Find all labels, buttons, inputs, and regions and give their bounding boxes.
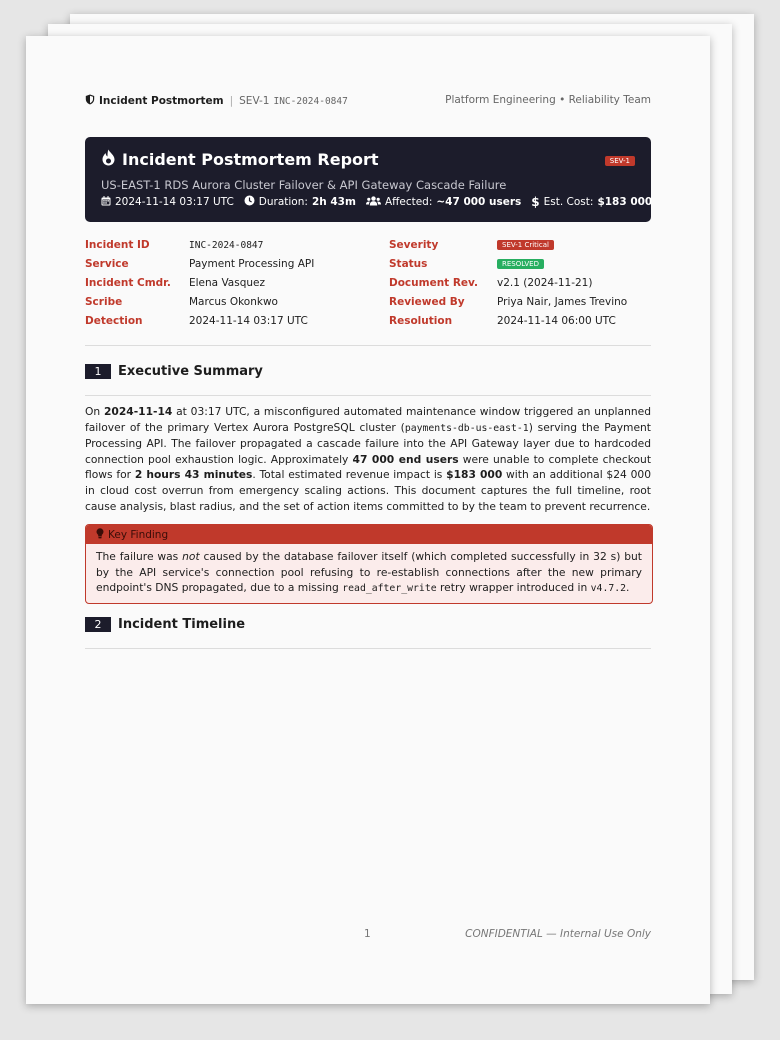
info-row [85,239,651,258]
scribe-value: Marcus Okonkwo [189,296,278,308]
info-row [85,296,651,315]
shield-icon [85,94,95,108]
dollar-icon: $ [531,195,540,209]
banner-meta [101,195,653,209]
detection-label: Detection [85,315,143,327]
document-page [26,36,710,1004]
revision-label: Document Rev. [389,277,479,289]
key-finding-text: The failure was not caused by the database failover itself (which completed successfully in 32 s) but by the API service's connection pool refusing to re-establish connections after the new primary endpoint's DNS propagated, due to a missing read_after_write retry wrapper introduced in v4.7.2. [96,550,642,595]
reviewed-label: Reviewed By [389,296,465,308]
info-row [85,315,651,334]
incident-id-value: INC-2024-0847 [189,240,264,251]
service-value: Payment Processing API [189,258,315,270]
header-separator: | [229,95,234,107]
duration-value: 2h 43m [311,196,356,208]
severity-tag: SEV-1 [605,156,635,166]
severity-badge: SEV-1 Critical [497,240,554,250]
severity-label: Severity [389,239,439,251]
section-heading-incident-timeline [85,617,245,632]
scribe-label: Scribe [85,296,123,308]
header-incident-code: INC-2024-0847 [273,95,348,107]
info-row [85,277,651,296]
key-finding-callout [85,524,653,604]
divider [85,395,651,396]
title-banner [85,137,651,222]
divider [85,648,651,649]
calendar-icon [101,196,111,209]
resolution-label: Resolution [389,315,453,327]
commander-value: Elena Vasquez [189,277,266,289]
section-number: 2 [85,617,111,632]
confidentiality-notice: CONFIDENTIAL — Internal Use Only [465,928,651,940]
detection-value: 2024-11-14 03:17 UTC [189,315,308,327]
status-label: Status [389,258,428,270]
affected-value: ~47 000 users [436,196,522,208]
incident-info-table [85,239,651,334]
duration-label: Duration: [258,196,308,208]
divider [85,345,651,346]
resolution-value: 2024-11-14 06:00 UTC [497,315,616,327]
reviewed-value: Priya Nair, James Trevino [497,296,628,308]
header-severity: SEV-1 [239,95,270,107]
incident-timestamp: 2024-11-14 03:17 UTC [115,196,234,208]
info-row [85,258,651,277]
flame-icon [101,149,116,170]
cost-value: $183 000 [597,196,653,208]
page-number: 1 [364,928,371,940]
users-icon [366,196,381,209]
document-name: Incident Postmortem [99,95,224,107]
key-finding-title: Key Finding [108,528,169,541]
incident-id-label: Incident ID [85,239,150,251]
affected-label: Affected: [384,196,433,208]
status-badge: RESOLVED [497,259,544,269]
header-organization: Platform Engineering • Reliability Team [445,94,651,106]
report-title: Incident Postmortem Report [122,150,379,169]
key-finding-header [86,525,652,544]
section-title: Executive Summary [118,364,263,379]
section-number: 1 [85,364,111,379]
report-subtitle: US-EAST-1 RDS Aurora Cluster Failover & API Gateway Cascade Failure [101,178,507,192]
service-label: Service [85,258,129,270]
lightbulb-icon [96,528,104,542]
cost-label: Est. Cost: [543,196,594,208]
clock-icon [244,195,255,209]
commander-label: Incident Cmdr. [85,277,171,289]
revision-value: v2.1 (2024-11-21) [497,277,593,289]
executive-summary-paragraph: On 2024-11-14 at 03:17 UTC, a misconfigured automated maintenance window triggered an unplanned failover of the primary Vertex Aurora PostgreSQL cluster (payments-db-us-east-1) serving the Payment Processing API. The failover propagated a cascade failure into the API Gateway layer due to hardcoded connection pool exhaustion logic. Approximately 47 000 end users were unable to complete checkout flows for 2 hours 43 minutes. Total estimated revenue impact is $183 000 with an additional $24 000 in cloud cost overrun from emergency scaling actions. This document captures the full timeline, root cause analysis, blast radius, and the set of action items committed to by the team to prevent recurrence. [85,405,652,513]
section-heading-executive-summary [85,364,263,379]
section-title: Incident Timeline [118,617,246,632]
running-header [85,94,651,108]
